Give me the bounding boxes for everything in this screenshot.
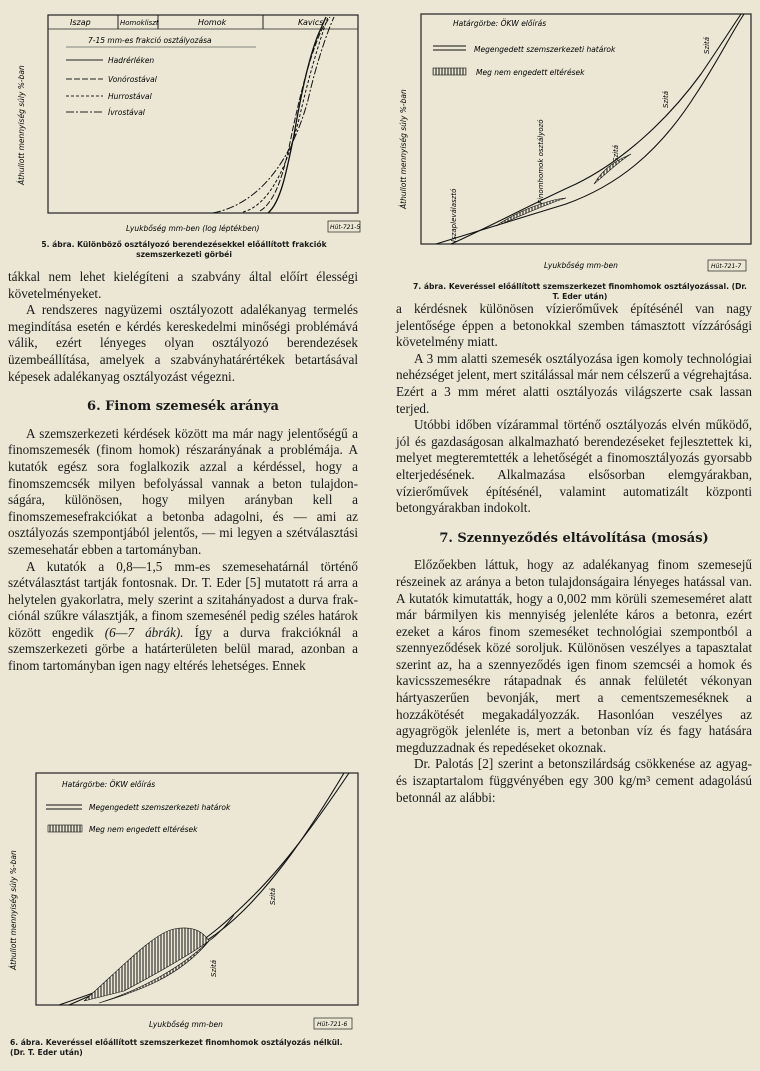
fig5-ylabel: Áthullott mennyiség súly %-ban [17, 65, 26, 185]
fig6-caption: 6. ábra. Keveréssel előállított szemszerkezet finomhomok osztályozás nélkül. (Dr. T. Eder után) [10, 1038, 343, 1057]
figure-6-chart [4, 765, 366, 1037]
fig5-caption: 5. ábra. Különböző osztályozó berendezésekkel előállított frakciók szemszerkezeti görbéi [41, 240, 327, 259]
fig6-legend-1: Határgörbe: ÖKW előírás [62, 780, 156, 789]
fig5-curve-dashed [260, 17, 330, 211]
fig5-xlabel: Lyukbőség mm-ben (log léptékben) [126, 224, 260, 233]
fig5-legend-1: Hadrérléken [108, 56, 155, 65]
section-7-heading: 7. Szennyeződés eltávolítása (mosás) [439, 530, 709, 546]
fig7-caption: 7. ábra. Keveréssel előállított szemszerkezet finomhomok osztályozással. (Dr. T. Eder után) [413, 282, 747, 301]
fig7-ref: Hüt-721-7 [711, 263, 742, 270]
right-paragraph-5: Dr. Palotás [2] szerint a betonszilárdság csökkenése az agyag- és iszaptartalom függvényében egy 300 kg/m³ cement adagolású betonnál az alábbi: [396, 756, 752, 805]
fig7-zone-2: Finomhomok osztályozó [537, 119, 545, 204]
fig7-zone-3: Szitá [612, 144, 620, 162]
fig7-legend-1: Határgörbe: ÖKW előírás [453, 19, 547, 28]
right-paragraph-3: Utóbbi időben vízárammal történő osztályozás elvén működő, jól és gazdaságosan alkalmazható berendezéseket fejlesztettek ki, melyet megteremtették a lehetőségét a finomosztályozás gyorsabb elterjedésének. Alkalmazása elsősorban elemgyárakban, vízierőművek építésénél, valamint automatizált központi betongyárakban indokolt. [396, 417, 752, 516]
figure-6 [4, 765, 366, 1037]
fig5-curve-solid [268, 17, 326, 213]
fig5-zone-homokliszt: Homokliszt [120, 19, 159, 27]
fig5-legend-4: Ívrostával [108, 108, 145, 117]
fig5-legend-2: Vonórostával [108, 75, 157, 84]
right-column [396, 301, 752, 806]
fig7-legend-3: Meg nem engedett eltérések [476, 68, 585, 77]
fig5-ref: Hüt-721-5 [330, 224, 361, 231]
left-paragraph-4 [8, 559, 358, 675]
left-paragraph-2: A rendszeres nagyüzemi osztályozott adalékanyag termelés megindítása esetén e kérdés kereskedelmi minőségi problémává válik, ezért lényeges olyan osztályozó berendezések üzembeállítása, amelyek a szabványhatárértékek betartásával képesek adalékanyag osztályozást végezni. [8, 302, 358, 384]
fig6-xlabel: Lyukbőség mm-ben [149, 1020, 223, 1029]
figure-reference: (6—7 ábrák). [104, 624, 184, 640]
figure-5 [8, 5, 364, 237]
fig6-ylabel: Áthullott mennyiség súly %-ban [9, 850, 18, 970]
fig5-zone-iszap: Iszap [70, 18, 91, 27]
right-paragraph-1: a kérdésnek különösen vízierőművek építésénél van nagy jelentősége éppen a betonokkal szemben támasztott vízzárósági követelmény miatt. [396, 301, 752, 350]
fig5-legend-3: Hurrostával [108, 92, 152, 101]
fig6-deviation-1 [84, 928, 209, 1001]
fig5-legend-title: 7-15 mm-es frakció osztályozása [88, 36, 212, 45]
fig7-deviation-1 [496, 198, 566, 226]
figure-7 [396, 4, 756, 276]
fig5-zone-kavics: Kavics [298, 18, 324, 27]
left-p4-part-2: Így a durva frakcióknál a szemszerkezeti görbe a határterületen belül marad, azonban a finom tartományban igen nagy eltérés lehetséges. Ennek [8, 624, 358, 674]
fig7-zone-1: Iszapleválasztó [450, 188, 458, 242]
fig7-xlabel: Lyukbőség mm-ben [544, 261, 618, 270]
fig7-legend-2: Megengedett szemszerkezeti határok [474, 45, 616, 54]
fig7-zone-4: Szitá [662, 90, 670, 108]
right-paragraph-2: A 3 mm alatti szemesék osztályozása igen komoly technológiai nehézséget jelent, mert szitálással már nem célszerű a végrehajtása. Ezért a 3 mm méret alatti osztályozás világszerte csak lassan terjed. [396, 350, 752, 416]
fig7-ylabel: Áthullott mennyiség súly %-ban [399, 89, 408, 209]
section-6-heading: 6. Finom szemesék aránya [87, 399, 279, 415]
fig6-zone-2: Szitá [269, 887, 277, 905]
left-paragraph-1: tákkal nem lehet kielégíteni a szabvány által előírt élességi követelményeket. [8, 269, 358, 301]
figure-5-chart [8, 5, 364, 237]
fig6-zone-1: Szitá [210, 959, 218, 977]
left-paragraph-3: A szemszerkezeti kérdések között ma már nagy jelentőségű a finomszemesék (finom homok) részarányának a problémája. A kutatók egész sora foglalkozik azzal a kérdéssel, hogy a finomszemcsék milyen befolyással vannak a beton tulajdonságára, különösen, hogy milyen arányban kell a finomszemesefrakciókat a betonba adagolni, és — ami az osztályozás szempontjából jelentős, — mi legyen a szétválasztási szemesehatár ebben a tartományban. [8, 425, 358, 557]
fig7-zone-5: Szitá [703, 36, 711, 54]
fig6-ref: Hüt-721-6 [317, 1021, 348, 1028]
right-paragraph-4: Előzőekben láttuk, hogy az adalékanyag finom szemesejű részeinek az aránya a beton tulajdonságaira lényeges hatással van. A kutatók kimutatták, hogy a 0,002 mm körüli szemeseméret alatt már bármilyen kis mennyiség jelenléte káros a betonra, ezért ezeket a káros finom szemeséket technológiai szempontból a szennyeződések közé soroljuk. Különösen veszélyes a tapasztalat szerint az, ha a szennyeződés igen finom szemcséi a homok és kavicsszemesékre rátapadnak és annak felületét vékonyan hártyaszerűen bevonják, mert a cementszemeséknek a hozzákötését megakadályozzák. Hasonlóan veszélyes az agyagrögök jelenléte is, mert a betonban víz és fagy hatására megduzzadnak és repedéseket okoznak. [396, 557, 752, 755]
fig6-legend-3: Meg nem engedett eltérések [89, 825, 198, 834]
left-p4-part-1: A kutatók a 0,8—1,5 mm-es szemesehatárnál történő szétválasztást tartják fontosnak. Dr. T. Eder [5] mutatott rá arra a helytelen gyakorlatra, mely szerint a szitahányadost a durva frakciónál szűkre választják, a finom szemesénél pedig széles határok között engedik [8, 558, 358, 640]
figure-7-chart [396, 4, 756, 276]
fig6-legend-2: Megengedett szemszerkezeti határok [89, 803, 231, 812]
fig5-zone-homok: Homok [198, 18, 227, 27]
left-column [8, 269, 358, 675]
